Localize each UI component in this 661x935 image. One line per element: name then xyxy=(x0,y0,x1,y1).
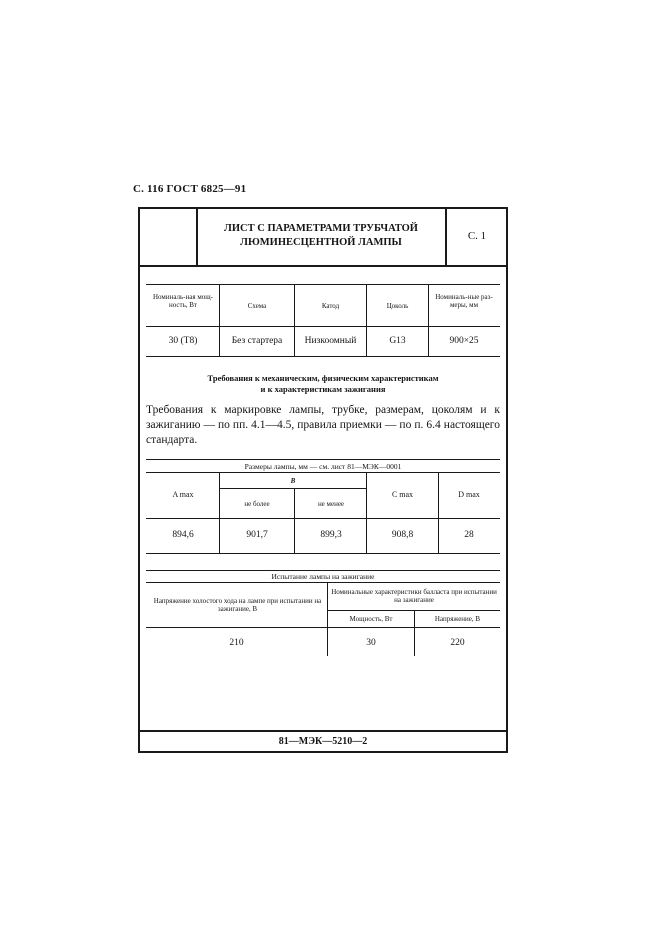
params-value-scheme: Без стартера xyxy=(231,336,283,346)
dims-header-c: C max xyxy=(391,490,414,499)
dims-header-b-max: не менее xyxy=(317,500,345,508)
params-value-cathode: Низкоомный xyxy=(304,336,357,346)
ign-top-rule xyxy=(146,570,500,571)
sheet-number: С. 1 xyxy=(467,230,487,242)
dims-bottom-rule xyxy=(146,553,500,554)
ign-sub-power: Мощность, Вт xyxy=(349,615,393,623)
params-bottom-rule xyxy=(146,356,500,357)
dims-col-sep-3 xyxy=(366,472,367,553)
params-header-size: Номиналь-ные раз-меры, мм xyxy=(435,293,493,309)
footer-rule xyxy=(138,730,508,732)
params-value-cap: G13 xyxy=(389,336,406,346)
params-header-cap: Цоколь xyxy=(386,302,409,310)
dims-col-sep-2 xyxy=(294,488,295,553)
dims-value-b-min: 901,7 xyxy=(246,530,268,540)
params-top-rule xyxy=(146,284,500,285)
ign-caption-rule xyxy=(146,582,500,583)
ign-value-voltage: 210 xyxy=(229,638,244,648)
requirements-heading-line2: и к характеристикам зажигания xyxy=(260,384,386,394)
dims-value-a: 894,6 xyxy=(172,530,194,540)
ign-sub-voltage: Напряжение, В xyxy=(434,615,481,623)
dims-b-subrule xyxy=(220,488,366,489)
requirements-paragraph: Требования к маркировке лампы, трубке, размерам, цоколям и к зажиганию — по пп. 4.1—4.5, правила приемки — по п. 6.4 настоящего стандарта. xyxy=(146,404,500,446)
ign-header-voltage: Напряжение холостого хода на лампе при испытании на зажигание, В xyxy=(153,597,322,613)
dims-header-b: B xyxy=(290,477,296,485)
dims-value-d: 28 xyxy=(464,530,474,540)
ign-caption: Испытание лампы на зажигание xyxy=(271,572,375,581)
params-header-cathode: Катод xyxy=(321,302,340,310)
dims-caption: Размеры лампы, мм — см. лист 81—МЭК—0001 xyxy=(244,462,402,471)
dims-value-b-max: 899,3 xyxy=(320,530,342,540)
requirements-heading-line1: Требования к механическим, физическим характеристикам xyxy=(207,373,439,383)
dims-header-rule xyxy=(146,518,500,519)
dims-header-d: D max xyxy=(458,490,480,499)
params-value-power: 30 (Т8) xyxy=(168,336,198,346)
params-header-scheme: Схема xyxy=(247,302,267,310)
ign-value-power: 30 xyxy=(366,638,376,648)
dims-col-sep-4 xyxy=(438,472,439,553)
sheet-title-line2: ЛЮМИНЕСЦЕНТНОЙ ЛАМПЫ xyxy=(240,237,402,248)
params-col-sep-4 xyxy=(428,284,429,356)
dims-header-a: A max xyxy=(172,490,194,499)
params-mid-rule xyxy=(146,326,500,327)
sheet-title-line1: ЛИСТ С ПАРАМЕТРАМИ ТРУБЧАТОЙ xyxy=(224,223,418,234)
sheet-title xyxy=(197,222,445,250)
dims-value-c: 908,8 xyxy=(391,530,414,540)
params-value-size: 900×25 xyxy=(449,336,479,346)
requirements-heading xyxy=(146,373,500,395)
ign-header-ballast: Номинальные характеристики балласта при испытании на зажигание xyxy=(331,588,497,604)
sheet-code: 81—МЭК—5210—2 xyxy=(278,736,368,747)
ign-value-ballast-voltage: 220 xyxy=(450,638,465,648)
dims-header-b-min: не более xyxy=(244,500,270,508)
dims-caption-rule xyxy=(146,472,500,473)
ign-header-rule xyxy=(146,627,500,628)
page-header: С. 116 ГОСТ 6825—91 xyxy=(133,183,247,195)
dims-top-rule xyxy=(146,459,500,460)
params-header-power: Номиналь-ная мощ-ность, Вт xyxy=(152,293,213,309)
